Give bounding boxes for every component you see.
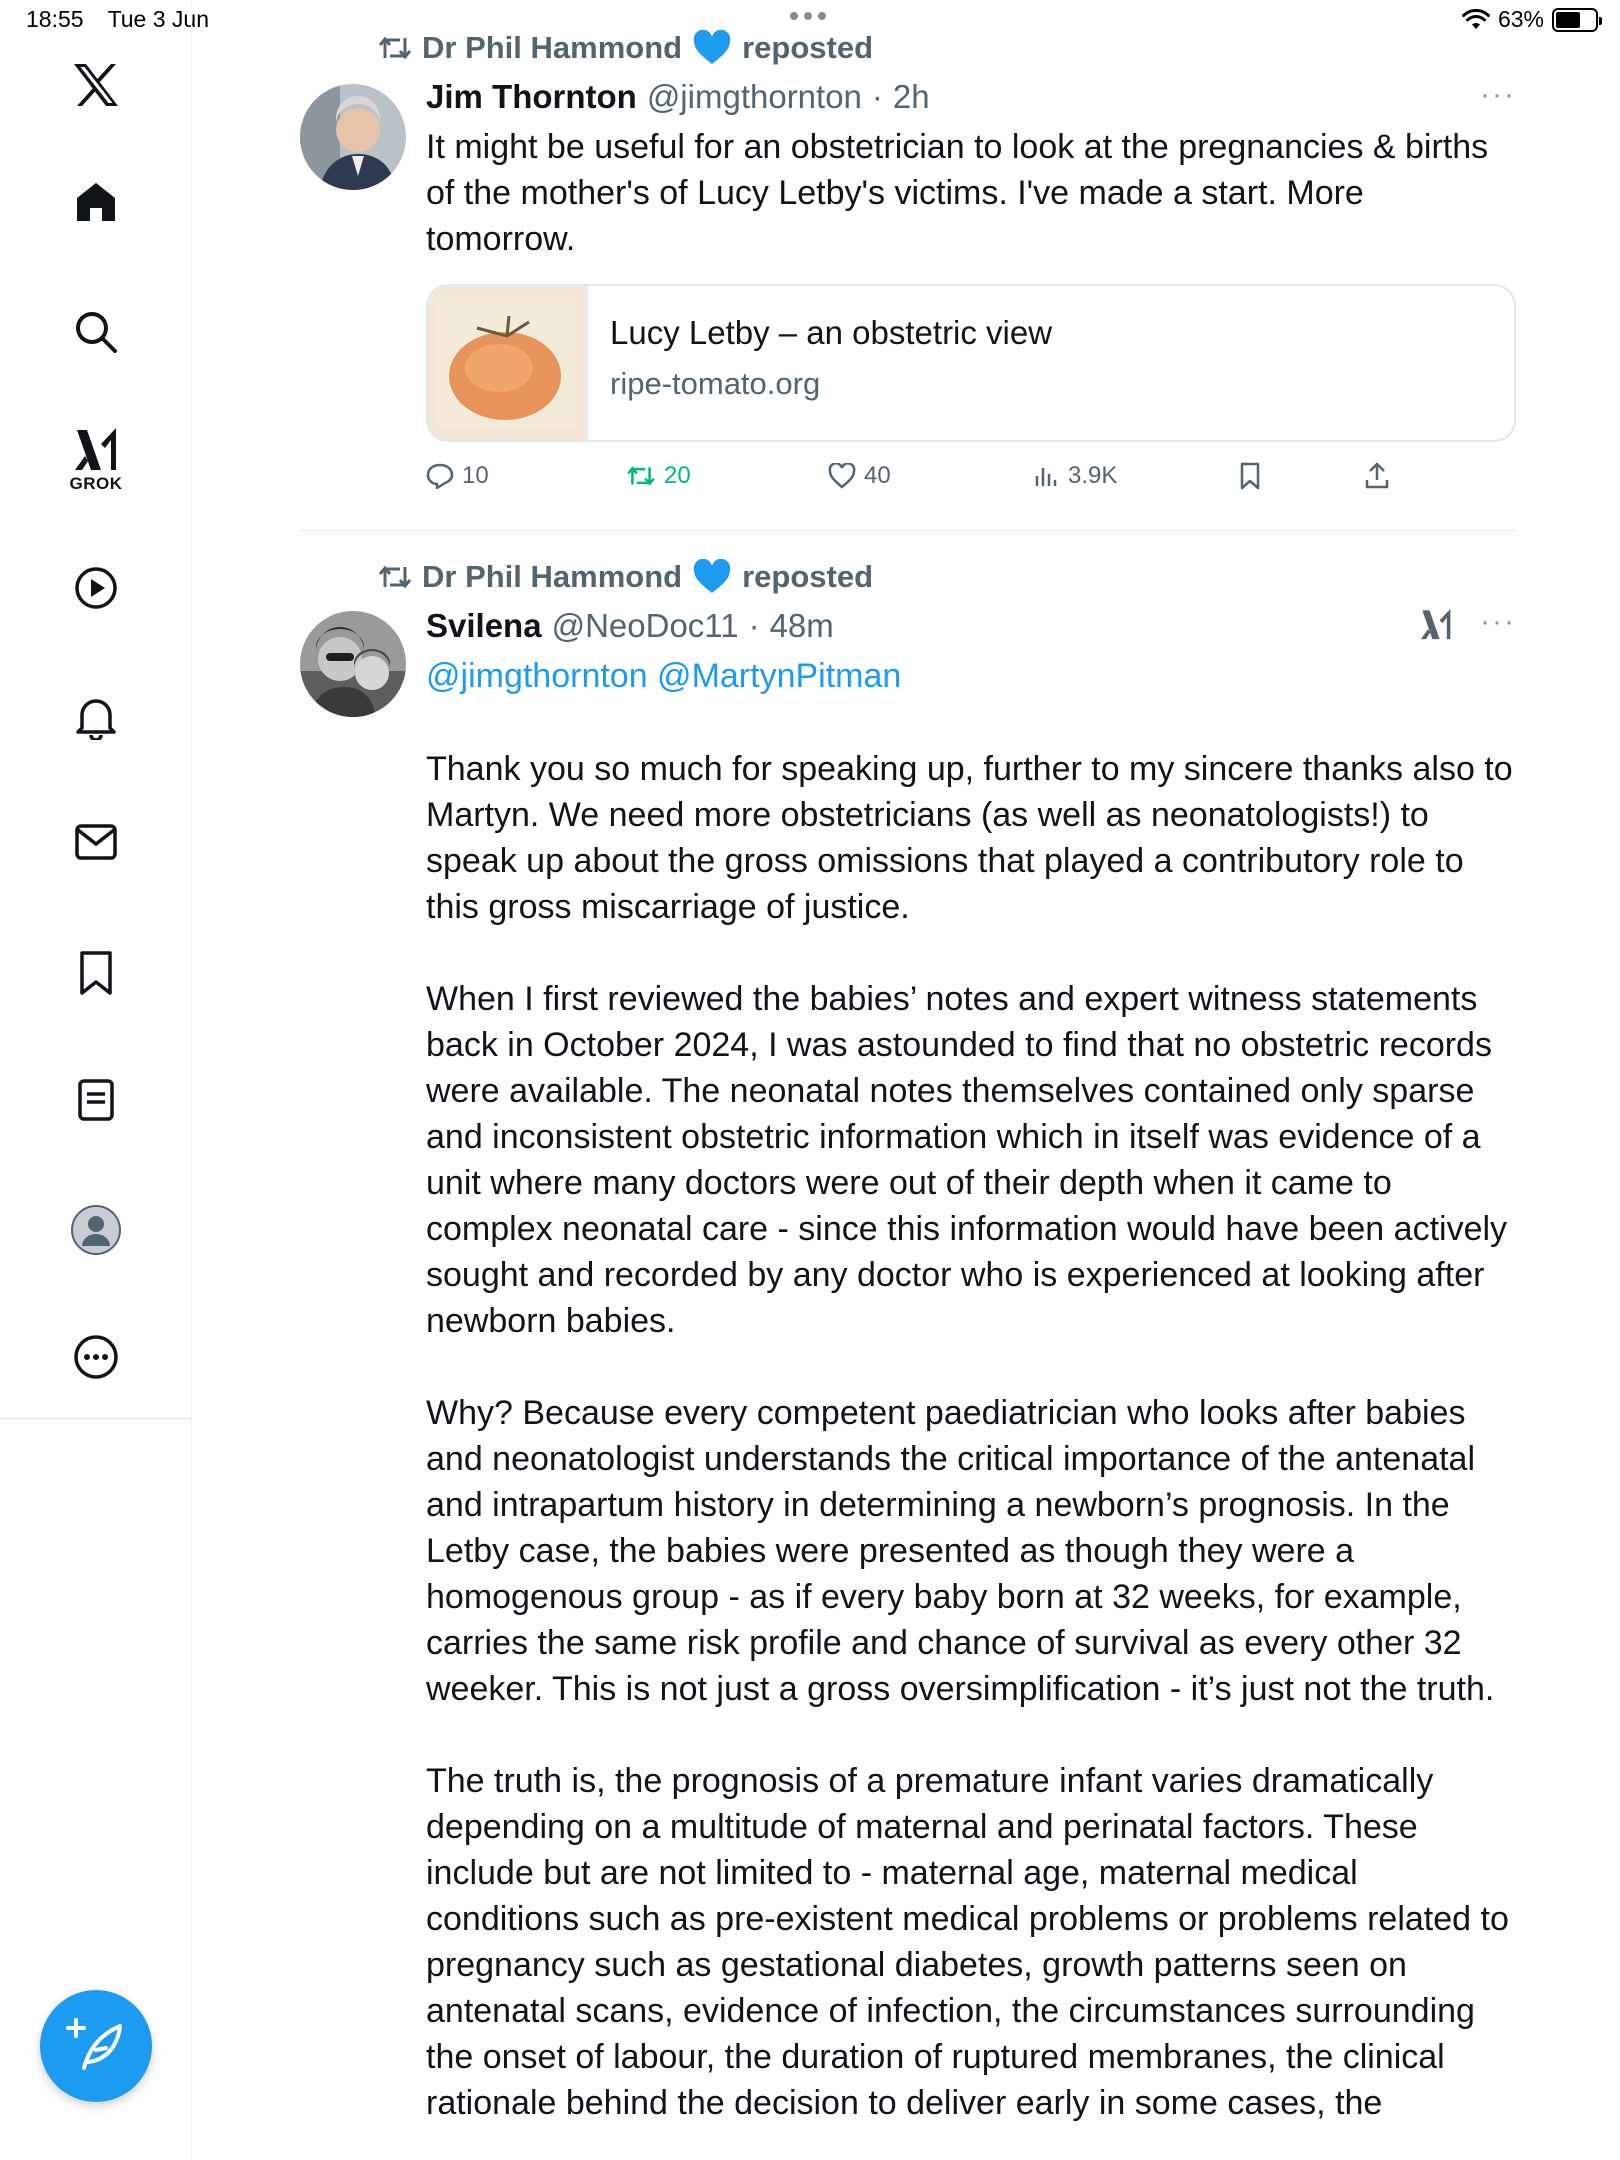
post-text: It might be useful for an obstetrician to look at the pregnancies & births of the mother's of Lucy Letby's victims. I've made a start. More tomorrow.	[426, 128, 1489, 258]
x-logo-icon[interactable]	[0, 62, 192, 108]
post-paragraph: Why? Because every competent paediatrician who looks after babies and neonatologist understands the critical importance of the antenatal and intrapartum history in determining a newborn’s prognosis. In the Letby case, the babies were presented as though they were a homogenous group - as if every baby born at 32 weeks, for example, carries the same risk profile and chance of survival as every other 32 weeker. This is not just a gross oversimplification - it’s just not the truth.	[426, 1394, 1495, 1708]
profile-icon[interactable]	[0, 1204, 192, 1256]
link-card[interactable]	[426, 284, 1516, 442]
reposter-name[interactable]: Dr Phil Hammond	[422, 30, 683, 65]
post[interactable]	[300, 531, 1516, 2160]
avatar[interactable]	[300, 611, 406, 717]
repost-icon	[626, 464, 656, 488]
author-name[interactable]: Svilena	[426, 607, 542, 644]
author-handle[interactable]: @jimgthornton	[646, 78, 862, 115]
reply-icon	[426, 463, 454, 489]
post-paragraph: Thank you so much for speaking up, further to my sincere thanks also to Martyn. We need more obstetricians (as well as neonatologists!) to speak up about the gross omissions that played a contributory role to this gross miscarriage of justice.	[426, 750, 1513, 926]
compose-post-button[interactable]	[40, 1990, 152, 2102]
reposter-name[interactable]: Dr Phil Hammond	[422, 559, 683, 594]
grok-explain-icon[interactable]	[1418, 607, 1454, 646]
repost-icon	[378, 34, 412, 62]
search-icon[interactable]	[0, 310, 192, 354]
repost-button[interactable]	[626, 462, 691, 490]
heart-icon	[828, 463, 856, 489]
repost-count: 20	[664, 462, 691, 489]
post-actions	[426, 462, 1516, 500]
share-icon	[1364, 462, 1390, 490]
grok-icon[interactable]	[0, 426, 192, 494]
repost-context	[378, 30, 873, 66]
views-button[interactable]	[1034, 462, 1117, 490]
post-time[interactable]: 48m	[769, 607, 834, 644]
avatar[interactable]	[300, 84, 406, 190]
bell-icon[interactable]	[0, 694, 192, 740]
author-name[interactable]: Jim Thornton	[426, 78, 637, 115]
sidebar-divider	[0, 1418, 192, 1419]
post-header	[426, 78, 930, 116]
mail-icon[interactable]	[0, 822, 192, 862]
post[interactable]	[300, 0, 1516, 531]
battery-percent: 63%	[1497, 6, 1544, 32]
link-card-thumbnail	[428, 286, 588, 440]
post-time[interactable]: 2h	[892, 78, 930, 115]
reply-mentions[interactable]: @jimgthornton @MartynPitman	[426, 657, 902, 695]
post-paragraph: The truth is, the prognosis of a premature infant varies dramatically depending on a multitude of maternal and perinatal factors. These include but are not limited to - maternal age, maternal medical conditions such as pre-existent medical problems or problems related to pregnancy such as gestational diabetes, growth patterns seen on antenatal scans, evidence of infection, the circumstances surrounding the onset of labour, the duration of ruptured membranes, the clinical rationale behind the decision to deliver early in some cases, the	[426, 1762, 1509, 2122]
bookmark-icon[interactable]	[0, 950, 192, 996]
bookmark-button[interactable]	[1238, 462, 1262, 490]
more-options-icon[interactable]: ···	[1480, 78, 1516, 111]
reply-count: 10	[462, 462, 489, 489]
link-card-domain: ripe-tomato.org	[610, 366, 821, 401]
battery-icon	[1552, 8, 1598, 32]
views-count: 3.9K	[1068, 462, 1118, 489]
compose-post-icon	[66, 2016, 126, 2076]
blue-heart-icon	[692, 559, 732, 595]
like-button[interactable]	[828, 462, 891, 490]
blue-heart-icon	[692, 30, 732, 66]
status-time: 18:55	[26, 6, 84, 32]
lists-icon[interactable]	[0, 1078, 192, 1122]
repost-context	[378, 559, 873, 595]
video-play-icon[interactable]	[0, 566, 192, 610]
link-card-title: Lucy Letby – an obstetric view	[610, 314, 1053, 351]
separator-dot: ·	[748, 607, 760, 644]
author-handle[interactable]: @NeoDoc11	[551, 607, 739, 644]
sidebar	[0, 0, 192, 2160]
post-header	[426, 607, 834, 645]
views-icon	[1034, 464, 1060, 488]
repost-icon	[378, 563, 412, 591]
post-text	[426, 746, 1516, 2126]
share-button[interactable]	[1364, 462, 1390, 490]
status-date: Tue 3 Jun	[107, 6, 209, 32]
home-icon[interactable]	[0, 180, 192, 224]
reply-button[interactable]	[426, 462, 489, 490]
separator-dot: ·	[871, 78, 883, 115]
like-count: 40	[864, 462, 891, 489]
more-circle-icon[interactable]	[0, 1334, 192, 1380]
bookmark-icon	[1238, 462, 1262, 490]
post-paragraph: When I first reviewed the babies’ notes and expert witness statements back in October 2024, I was astounded to find that no obstetric records were available. The neonatal notes themselves contained only sparse and inconsistent obstetric information which in itself was evidence of a unit where many doctors were out of their depth when it came to complex neonatal care - since this information would have been actively sought and recorded by any doctor who is experienced at looking after newborn babies.	[426, 980, 1508, 1340]
repost-label: reposted	[742, 559, 874, 594]
repost-label: reposted	[742, 30, 874, 65]
grok-label: GROK	[69, 474, 123, 493]
more-options-icon[interactable]: ···	[1480, 605, 1516, 638]
